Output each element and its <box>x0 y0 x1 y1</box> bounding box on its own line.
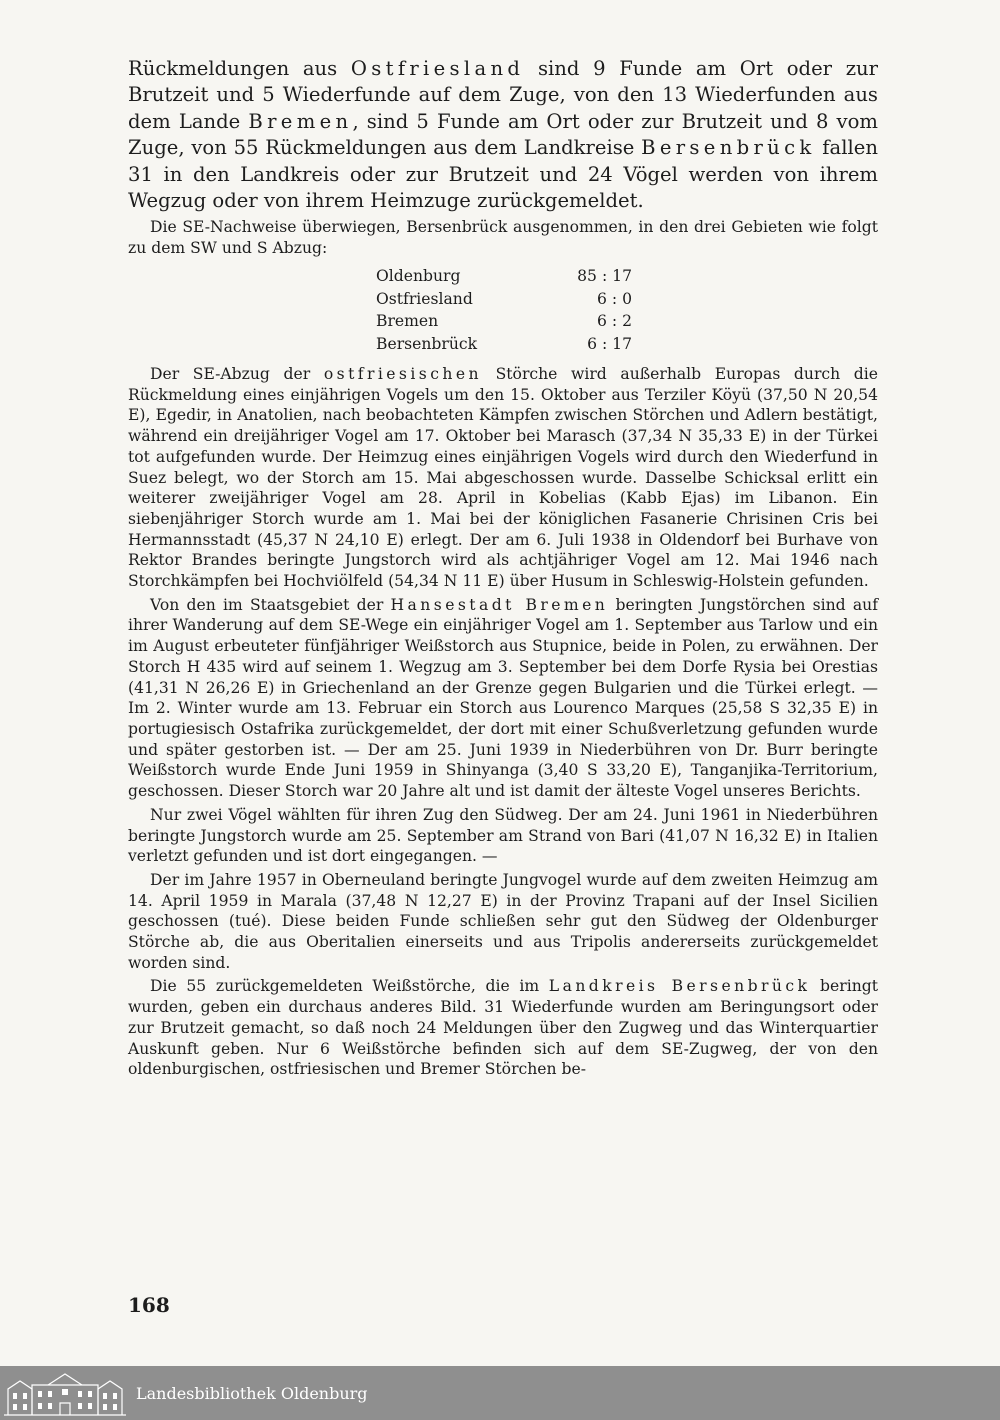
library-footer <box>0 1366 1000 1420</box>
ratio-row <box>376 288 632 311</box>
spaced-bremen: Bremen <box>248 109 353 133</box>
ratio-value: 6 : 2 <box>596 312 632 331</box>
para6-text-b: beringt wurden, geben ein durchaus anderes Bild. 31 Wiederfunde wurden am Beringungsort oder zur Brutzeit gemacht, so daß noch 24 Meldungen über den Zugweg und das Winterquartier Auskunft geben. Nur 6 Weißstörche befinden sich auf dem SE-Zugweg, der von den oldenburgischen, ostfriesischen und Bremer Störchen be- <box>128 977 878 1079</box>
paragraph-bersenbrueck <box>128 976 878 1080</box>
paragraph-oberneuland: Der im Jahre 1957 in Oberneuland beringte Jungvogel wurde auf dem zweiten Heimzug am 14. April 1959 in Marala (37,48 N 12,27 E) in der Provinz Trapani auf der Insel Sicilien geschossen (tué). Diese beiden Funde schließen sehr gut den Südweg der Oldenburger Störche ab, die aus Oberitalien einerseits und aus Tripolis andererseits zurückgemeldet worden sind. <box>128 870 878 972</box>
spaced-ostfriesischen: ostfriesischen <box>323 365 482 384</box>
page-body <box>128 56 878 1080</box>
library-building-icon <box>2 1369 128 1417</box>
paragraph-ostfriesland <box>128 364 878 592</box>
para3-text-a: Von den im Staatsgebiet der <box>150 595 391 614</box>
ratio-region: Ostfriesland <box>376 289 473 308</box>
intro-text-3: , sind 5 Funde am Ort oder zur Brutzeit und 8 vom Zuge, von 55 Rückmeldungen aus dem Landkreise <box>128 109 879 160</box>
intro-text-2: sind 9 Funde am Ort oder zur Brutzeit und 5 Wiederfunde auf dem Zuge, von den 13 Wiederfunden aus dem Lande <box>128 57 879 133</box>
ratio-value: 85 : 17 <box>577 266 632 285</box>
footer-library-name: Landesbibliothek Oldenburg <box>136 1383 368 1403</box>
para2-text-a: Der SE-Abzug der <box>150 365 324 384</box>
ratio-row <box>376 265 632 288</box>
ratio-region: Bersenbrück <box>376 335 478 354</box>
spaced-hansestadt-bremen: Hansestadt Bremen <box>390 595 609 614</box>
spaced-landkreis-bersenbrueck: Landkreis Bersenbrück <box>548 977 811 996</box>
ratio-value: 6 : 17 <box>587 335 632 354</box>
ratio-row <box>376 333 632 356</box>
para2-text-b: Störche wird außerhalb Europas durch die Rückmeldung eines einjährigen Vogels um den 15. Oktober aus Terziler Köyü (37,50 N 20,54 E), Egedir, in Anatolien, nach beobachteten Kämpfen zwischen Störchen und Adlern bestätigt, während ein dreijähriger Vogel am 17. Oktober bei Marasch (37,34 N 35,33 E) in der Türkei tot aufgefunden wurde. Der Heimzug eines einjährigen Vogels wird durch den Wiederfund in Suez belegt, wo der Storch am 15. Mai abgeschossen wurde. Dasselbe Schicksal erlitt ein weiterer zweijähriger Vogel am 28. April in Kobelias (Kabb Ejas) im Libanon. Ein siebenjähriger Storch wurde am 1. Mai bei der königlichen Fasanerie Chrisinen Cris bei Hermannsstadt (45,37 N 24,10 E) erlegt. Der am 6. Juli 1938 in Oldendorf bei Burhave von Rektor Brandes beringte Jungstorch wird als achtjähriger Vogel am 12. Mai 1946 nach Storchkämpfen bei Hochviölfeld (54,34 N 11 E) über Husum in Schleswig-Holstein gefunden. <box>128 365 878 591</box>
spaced-bersenbrueck: Bersenbrück <box>641 136 816 160</box>
paragraph-bremen <box>128 595 878 802</box>
intro-text-4: fallen 31 in den Landkreis oder zur Brutzeit und 24 Vögel werden von ihrem Wegzug oder von ihrem Heimzuge zurückgemeldet. <box>128 136 878 213</box>
para6-text-a: Die 55 zurückgemeldeten Weißstörche, die im <box>150 977 549 996</box>
se-intro-paragraph: Die SE-Nachweise überwiegen, Bersenbrück ausgenommen, in den drei Gebieten wie folgt zu dem SW und S Abzug: <box>128 218 878 258</box>
ratio-region: Bremen <box>376 312 439 331</box>
page-number: 168 <box>128 1293 170 1317</box>
para3-text-b: beringten Jungstörchen sind auf ihrer Wanderung auf dem SE-Wege ein einjähriger Vogel am 1. September aus Tarlow und ein im August erbeuteter fünfjähriger Weißstorch aus Stupnice, beide in Polen, zu erwähnen. Der Storch H 435 wird auf seinem 1. Wegzug am 3. September bei dem Dorfe Rysia bei Orestias (41,31 N 26,26 E) in Griechenland an der Grenze gegen Bulgarien und die Türkei erlegt. — Im 2. Winter wurde am 13. Februar ein Storch aus Lourenco Marques (25,58 S 32,35 E) in portugiesisch Ostafrika zurückgemeldet, der dort mit einer Schußverletzung gefunden wurde und später gestorben ist. — Der am 25. Juni 1939 in Niederbühren von Dr. Burr beringte Weißstorch wurde Ende Juni 1959 in Shinyanga (3,40 S 33,20 E), Tanganjika-Territorium, geschossen. Dieser Storch war 20 Jahre alt und ist damit der älteste Vogel unseres Berichts. <box>128 595 878 801</box>
ratio-table <box>376 265 632 356</box>
ratio-row <box>376 310 632 333</box>
intro-text-1: Rückmeldungen aus <box>128 57 351 80</box>
spaced-ostfriesland: Ostfriesland <box>350 57 525 80</box>
ratio-value: 6 : 0 <box>596 289 632 308</box>
paragraph-suedweg: Nur zwei Vögel wählten für ihren Zug den Südweg. Der am 24. Juni 1961 in Niederbühren beringte Jungstorch wurde am 25. September am Strand von Bari (41,07 N 16,32 E) in Italien verletzt gefunden und ist dort eingegangen. — <box>128 805 878 866</box>
intro-paragraph <box>128 56 878 214</box>
ratio-region: Oldenburg <box>376 266 461 285</box>
